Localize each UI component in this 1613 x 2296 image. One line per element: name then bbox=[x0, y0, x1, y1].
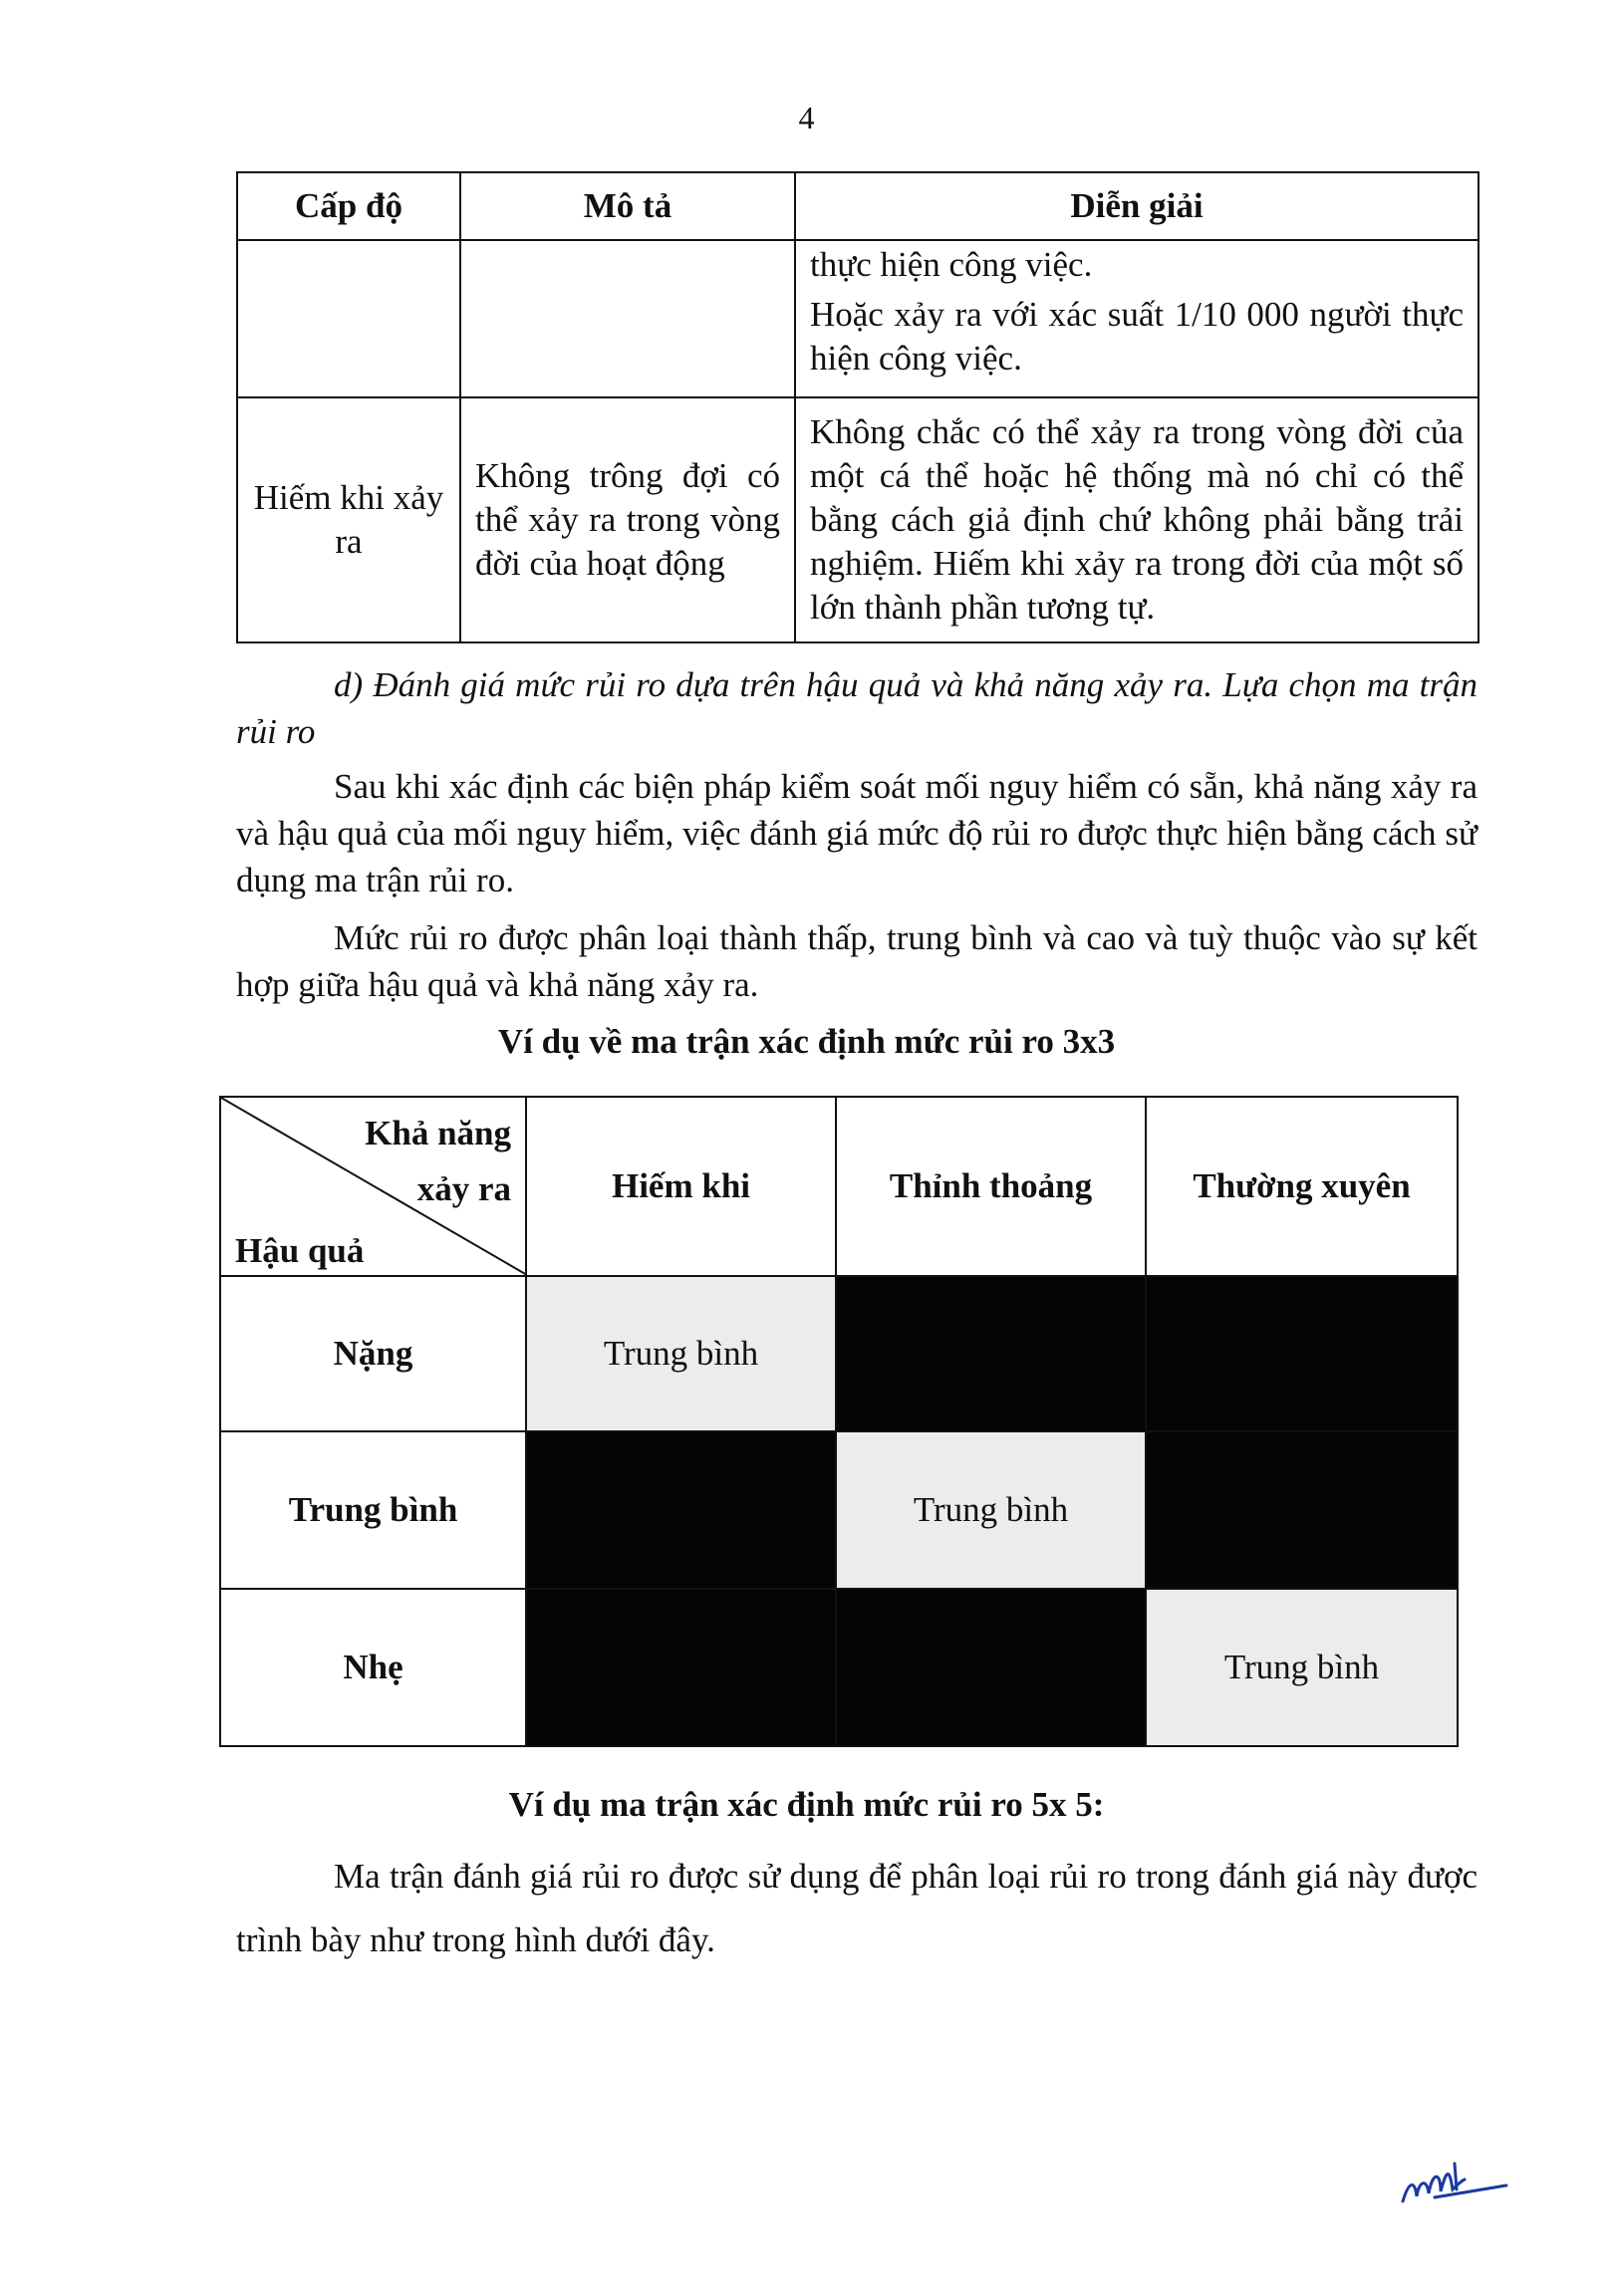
row-header-medium: Trung bình bbox=[220, 1431, 526, 1589]
matrix-cell: Trung bình bbox=[1146, 1589, 1458, 1746]
matrix5-caption: Ví dụ ma trận xác định mức rủi ro 5x 5: bbox=[508, 1785, 1105, 1824]
matrix-cell bbox=[526, 1589, 836, 1746]
matrix-cell bbox=[1146, 1276, 1458, 1431]
matrix-cell bbox=[1146, 1431, 1458, 1589]
matrix-cell: Trung bình bbox=[836, 1431, 1146, 1589]
risk-matrix-3x3 bbox=[219, 1096, 1457, 1743]
paragraph-3: Ma trận đánh giá rủi ro được sử dụng để phân loại rủi ro trong đánh giá này được trình bày như trong hình dưới đây. bbox=[236, 1857, 1478, 1959]
row-header-severe: Nặng bbox=[220, 1276, 526, 1431]
explanation-line-1: thực hiện công việc. bbox=[810, 245, 1093, 284]
matrix-cell: Trung bình bbox=[526, 1276, 836, 1431]
matrix-cell bbox=[836, 1276, 1146, 1431]
paragraph-2: Mức rủi ro được phân loại thành thấp, trung bình và cao và tuỳ thuộc vào sự kết hợp giữa hậu quả và khả năng xảy ra. bbox=[236, 918, 1478, 1004]
matrix3-caption: Ví dụ về ma trận xác định mức rủi ro 3x3 bbox=[497, 1022, 1116, 1061]
matrix3-corner-cell bbox=[220, 1097, 526, 1276]
matrix-cell bbox=[526, 1431, 836, 1589]
matrix-cell bbox=[836, 1589, 1146, 1746]
corner-consequence-label: Hậu quả bbox=[235, 1231, 365, 1270]
column-header-rare: Hiếm khi bbox=[526, 1097, 836, 1276]
section-d-heading: d) Đánh giá mức rủi ro dựa trên hậu quả và khả năng xảy ra. Lựa chọn ma trận rủi ro bbox=[236, 665, 1478, 751]
level-cell-rare: Hiếm khi xảy ra bbox=[237, 397, 460, 642]
header-level: Cấp độ bbox=[237, 172, 460, 240]
description-cell-rare: Không trông đợi có thể xảy ra trong vòng đời của hoạt động bbox=[460, 397, 795, 642]
explanation-line-2: Hoặc xảy ra với xác suất 1/10 000 người thực hiện công việc. bbox=[810, 295, 1464, 378]
page-number: 4 bbox=[798, 100, 815, 135]
column-header-occasional: Thỉnh thoảng bbox=[836, 1097, 1146, 1276]
header-explanation: Diễn giải bbox=[795, 172, 1479, 240]
corner-likelihood-label: Khả năng xảy ra bbox=[365, 1114, 511, 1208]
column-header-frequent: Thường xuyên bbox=[1146, 1097, 1458, 1276]
row-header-minor: Nhẹ bbox=[220, 1589, 526, 1746]
explanation-cell-continued bbox=[795, 240, 1479, 397]
handwritten-signature-icon bbox=[1395, 2142, 1514, 2221]
risk-level-table bbox=[236, 171, 1478, 641]
header-description: Mô tả bbox=[460, 172, 795, 240]
paragraph-1: Sau khi xác định các biện pháp kiểm soát mối nguy hiểm có sẵn, khả năng xảy ra và hậu quả của mối nguy hiểm, việc đánh giá mức độ rủi ro được thực hiện bằng cách sử dụng ma trận rủi ro. bbox=[236, 767, 1478, 899]
description-cell-continued bbox=[460, 240, 795, 397]
level-cell-continued bbox=[237, 240, 460, 397]
explanation-cell-rare: Không chắc có thể xảy ra trong vòng đời của một cá thể hoặc hệ thống mà nó chỉ có thể bằng cách giả định chứ không phải bằng trải nghiệm. Hiếm khi xảy ra trong đời của một số lớn thành phần tương tự. bbox=[795, 397, 1479, 642]
